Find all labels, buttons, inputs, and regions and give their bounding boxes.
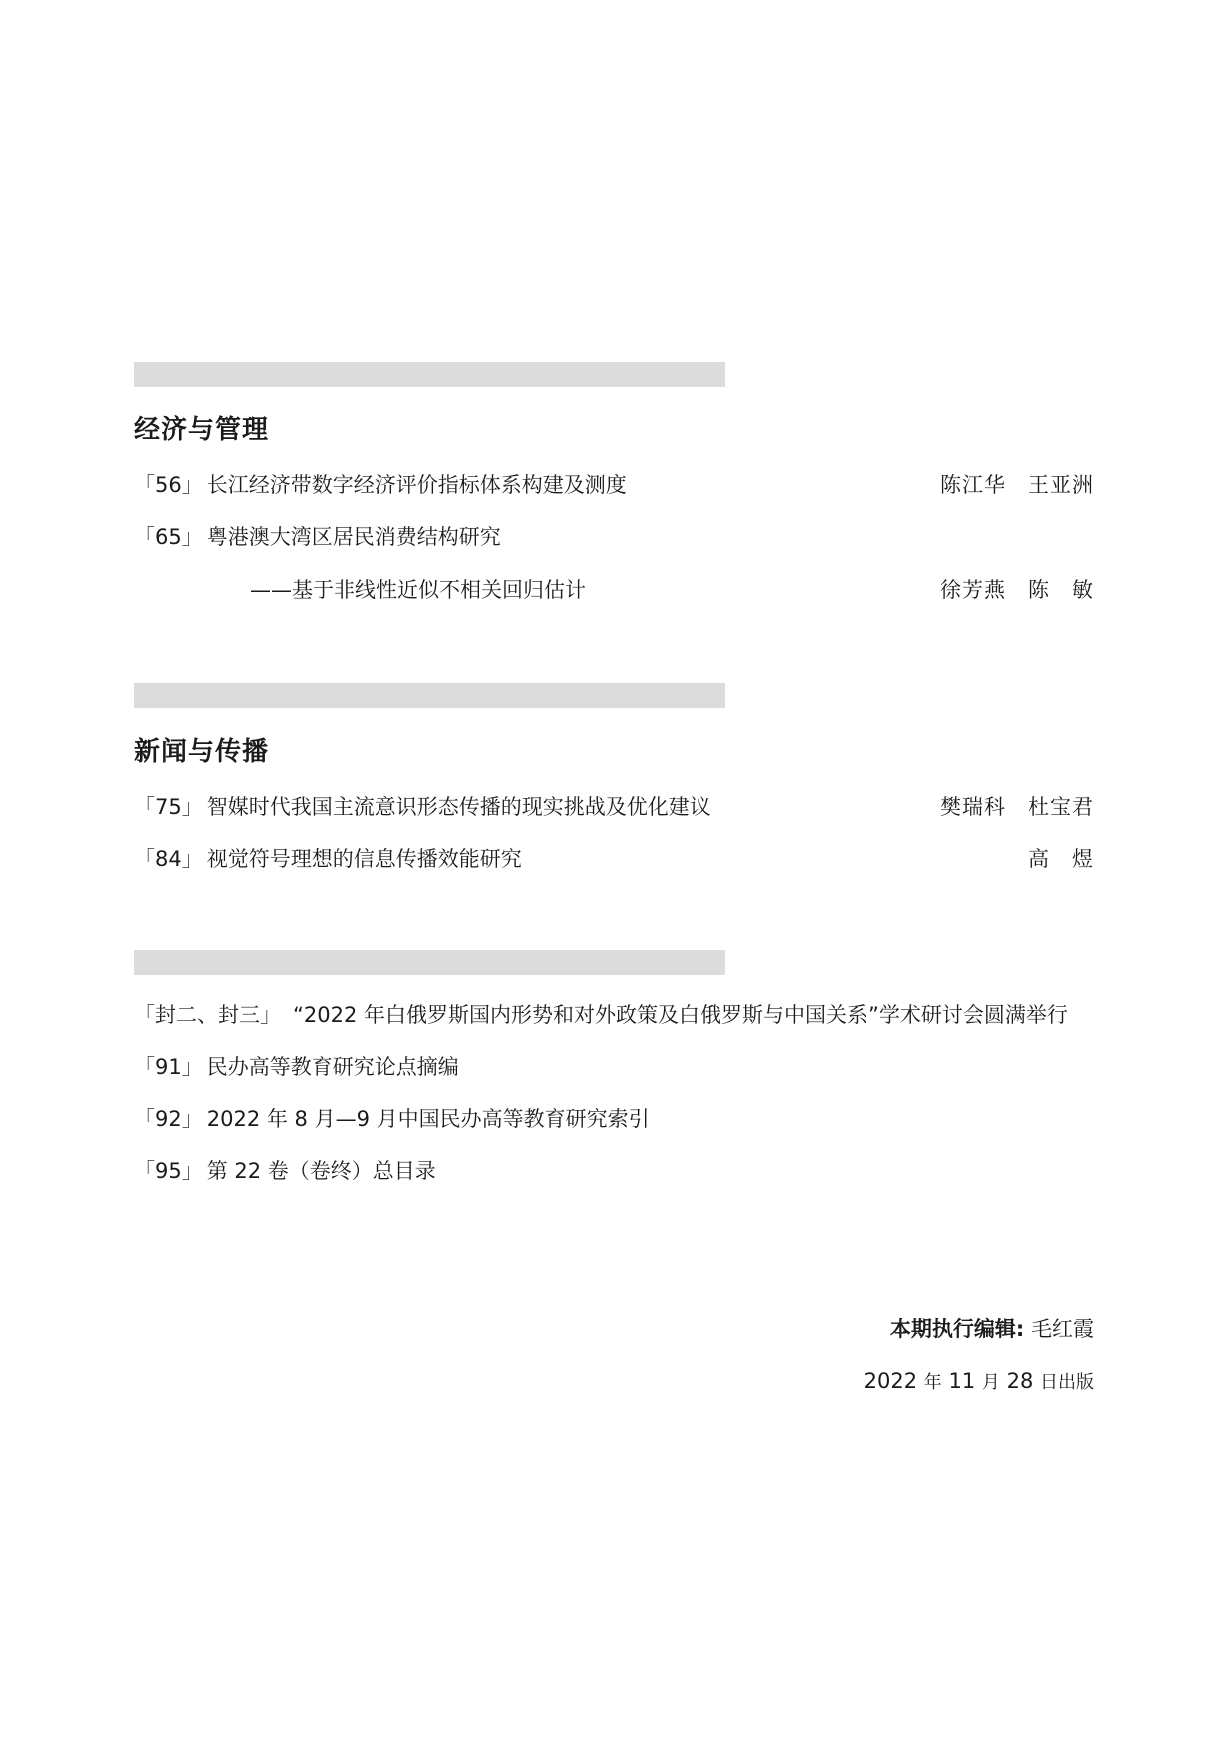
bracket-open: 「 bbox=[134, 795, 155, 819]
page-number: 91 bbox=[155, 1055, 182, 1079]
pub-day-suffix: 日出版 bbox=[1040, 1372, 1094, 1393]
bracket-close: 」 bbox=[181, 795, 203, 819]
bracket-open: 「 bbox=[134, 1159, 155, 1183]
page-number: 65 bbox=[155, 525, 182, 549]
bracket-open: 「 bbox=[134, 847, 155, 871]
bracket-open: 「 bbox=[134, 1107, 155, 1131]
toc-entry[interactable] bbox=[134, 1104, 1094, 1134]
article-title: 视觉符号理想的信息传播效能研究 bbox=[206, 847, 522, 871]
toc-entry[interactable] bbox=[134, 1052, 1094, 1082]
article-title: 智媒时代我国主流意识形态传播的现实挑战及优化建议 bbox=[206, 795, 711, 819]
toc-entry-continuation bbox=[134, 575, 1094, 605]
article-authors: 陈江华 王亚洲 bbox=[940, 473, 1094, 497]
pub-month: 11 bbox=[948, 1369, 976, 1393]
section-divider-bar bbox=[134, 950, 725, 975]
bracket-open: 「 bbox=[134, 1003, 155, 1027]
section-heading: 新闻与传播 bbox=[134, 737, 270, 767]
article-authors: 樊瑞科 杜宝君 bbox=[940, 795, 1094, 819]
page-number: 75 bbox=[155, 795, 182, 819]
toc-entry[interactable] bbox=[134, 844, 1094, 874]
toc-entry[interactable] bbox=[134, 1156, 1094, 1186]
article-authors: 徐芳燕 陈 敏 bbox=[940, 578, 1094, 602]
bracket-close: 」 bbox=[181, 1107, 203, 1131]
editor-label: 本期执行编辑: bbox=[889, 1317, 1025, 1341]
executive-editor-line bbox=[890, 1314, 1094, 1344]
page-number: 封二、封三 bbox=[155, 1003, 260, 1027]
section-divider-bar bbox=[134, 683, 725, 708]
page-number: 95 bbox=[155, 1159, 182, 1183]
toc-entry[interactable] bbox=[134, 470, 1094, 500]
section-divider-bar bbox=[134, 362, 725, 387]
bracket-open: 「 bbox=[134, 1055, 155, 1079]
page-number: 92 bbox=[155, 1107, 182, 1131]
pub-year: 2022 bbox=[863, 1369, 918, 1393]
article-title: 长江经济带数字经济评价指标体系构建及测度 bbox=[206, 473, 627, 497]
editor-name: 毛红霞 bbox=[1031, 1317, 1094, 1341]
pub-month-unit: 月 bbox=[981, 1372, 1000, 1393]
page-number: 56 bbox=[155, 473, 182, 497]
bracket-close: 」 bbox=[260, 1003, 281, 1027]
article-title: 民办高等教育研究论点摘编 bbox=[206, 1055, 459, 1079]
bracket-close: 」 bbox=[181, 1159, 203, 1183]
toc-entry[interactable] bbox=[134, 522, 1094, 552]
page-number: 84 bbox=[155, 847, 182, 871]
article-authors: 高 煜 bbox=[1028, 847, 1094, 871]
bracket-open: 「 bbox=[134, 525, 155, 549]
pub-year-unit: 年 bbox=[923, 1372, 942, 1393]
section-heading: 经济与管理 bbox=[134, 415, 270, 445]
article-subtitle: ——基于非线性近似不相关回归估计 bbox=[250, 578, 586, 602]
bracket-close: 」 bbox=[181, 847, 203, 871]
article-title: 2022 年 8 月—9 月中国民办高等教育研究索引 bbox=[206, 1107, 650, 1131]
toc-entry[interactable] bbox=[134, 792, 1094, 822]
bracket-close: 」 bbox=[181, 473, 203, 497]
article-title: 第 22 卷（卷终）总目录 bbox=[206, 1159, 436, 1183]
bracket-open: 「 bbox=[134, 473, 155, 497]
publication-date bbox=[864, 1366, 1094, 1398]
article-title: 粤港澳大湾区居民消费结构研究 bbox=[206, 525, 501, 549]
toc-entry[interactable] bbox=[134, 1000, 1094, 1030]
bracket-close: 」 bbox=[181, 1055, 203, 1079]
bracket-close: 」 bbox=[181, 525, 203, 549]
pub-day: 28 bbox=[1006, 1369, 1034, 1393]
article-title: “2022 年白俄罗斯国内形势和对外政策及白俄罗斯与中国关系”学术研讨会圆满举行 bbox=[293, 1003, 1068, 1027]
